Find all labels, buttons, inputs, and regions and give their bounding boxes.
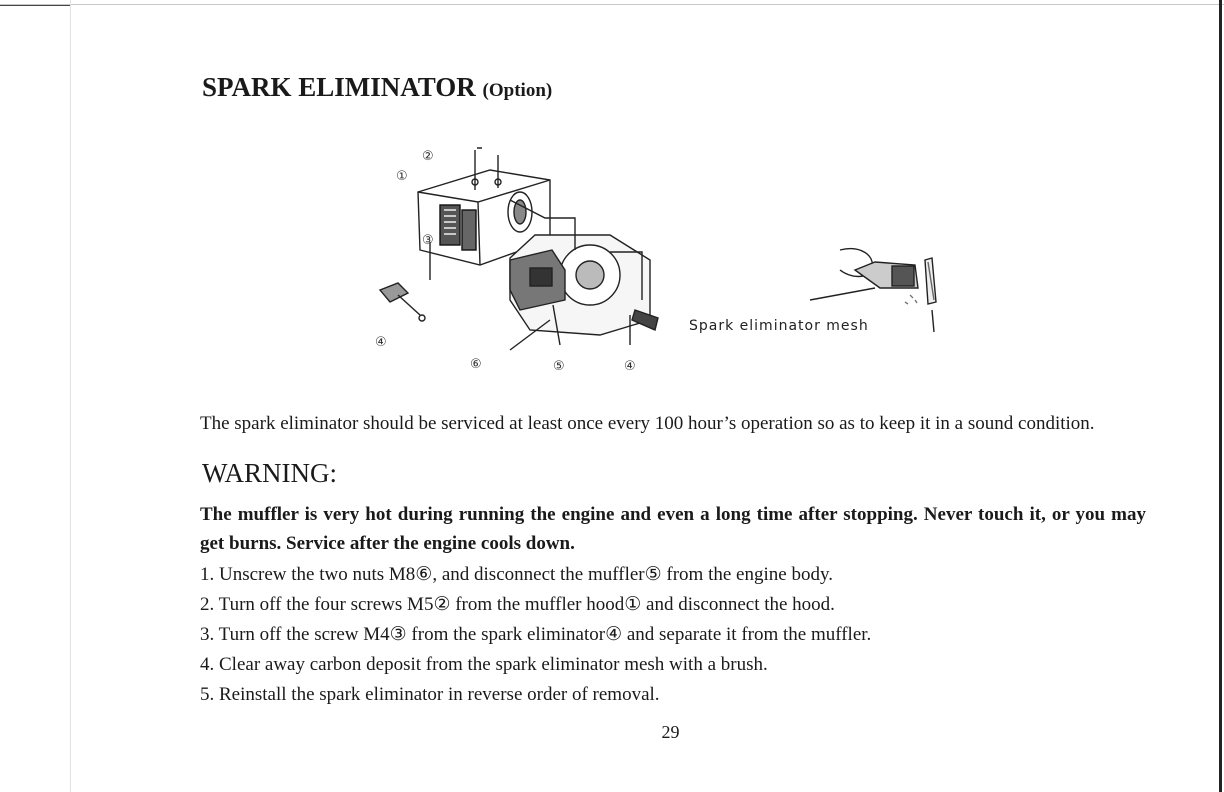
- page-left-rule: [70, 0, 71, 792]
- callout-nut-m8: ⑥: [470, 357, 482, 372]
- page-title: [202, 72, 552, 103]
- step-item: 2. Turn off the four screws M5② from the muffler hood① and disconnect the hood.: [200, 594, 835, 615]
- page-right-edge: [1219, 0, 1222, 792]
- warning-heading: WARNING:: [202, 458, 337, 488]
- callout-muffler: ⑤: [553, 359, 565, 374]
- page-top-rule: [0, 4, 1224, 5]
- step-item: 5. Reinstall the spark eliminator in reverse order of removal.: [200, 684, 660, 705]
- procedure-steps: [200, 560, 871, 710]
- warning-text: The muffler is very hot during running the engine and even a long time after stopping. Never touch it, or you may get burns. Service after the engine cools down.: [200, 504, 1146, 554]
- page-edge-mark: [0, 0, 70, 6]
- title-option: (Option): [482, 80, 553, 101]
- callout-screw-m5: ②: [422, 149, 434, 164]
- muffler-assembly-diagram: [360, 140, 670, 380]
- title-main: SPARK ELIMINATOR: [202, 72, 476, 102]
- step-item: 1. Unscrew the two nuts M8⑥, and disconnect the muffler⑤ from the engine body.: [200, 564, 833, 585]
- callout-screw-m4: ③: [422, 233, 434, 248]
- intro-paragraph: The spark eliminator should be serviced at least once every 100 hour’s operation so as to keep it in a sound condition.: [200, 413, 1095, 434]
- callout-muffler-hood: ①: [396, 169, 408, 184]
- step-item: 3. Turn off the screw M4③ from the spark eliminator④ and separate it from the muffler.: [200, 624, 872, 645]
- figure-caption: Spark eliminator mesh: [689, 318, 869, 334]
- callout-spark-eliminator-left: ④: [375, 335, 387, 350]
- step-item: 4. Clear away carbon deposit from the spark eliminator mesh with a brush.: [200, 654, 768, 675]
- callout-spark-eliminator-right: ④: [624, 359, 636, 374]
- page-number: 29: [661, 722, 680, 742]
